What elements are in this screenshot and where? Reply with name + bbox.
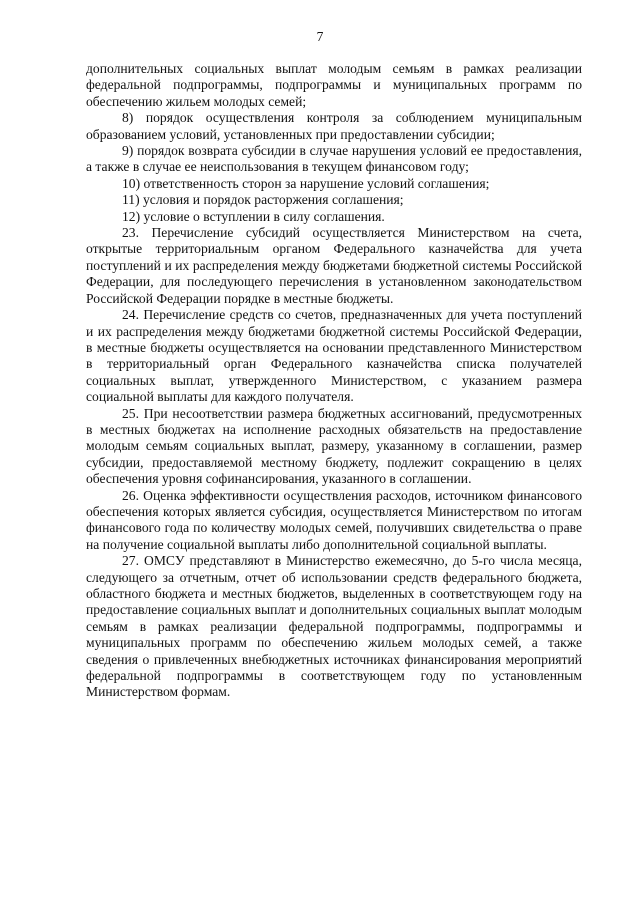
paragraph-section-27: 27. ОМСУ представляют в Министерство ежемесячно, до 5-го числа месяца, следующего за отчетным, отчет об использовании средств федерального бюджета, областного бюджета и местных бюджетов, выделенных в соответствующем году на предоставление социальных выплат и дополнительных социальных выплат молодым семьям в рамках реализации федеральной подпрограммы, подпрограммы и муниципальных программ по обеспечению жильем молодых семей, а также сведения о привлеченных внебюджетных источниках финансирования мероприятий федеральной подпрограммы в соответствующем году по установленным Министерством формам. bbox=[86, 553, 582, 700]
paragraph-section-24: 24. Перечисление средств со счетов, предназначенных для учета поступлений и их распределения между бюджетами бюджетной системы Российской Федерации, в местные бюджеты осуществляется на основании представленного Министерством в территориальный орган Федерального казначейства списка получателей социальных выплат, утвержденного Министерством, с указанием размера социальной выплаты для каждого получателя. bbox=[86, 307, 582, 405]
paragraph-item-10: 10) ответственность сторон за нарушение условий соглашения; bbox=[122, 175, 490, 191]
paragraph-item-12: 12) условие о вступлении в силу соглашения. bbox=[122, 208, 385, 224]
paragraph-continuation: дополнительных социальных выплат молодым семьям в рамках реализации федеральной подпрограммы, подпрограммы и муниципальных программ по обеспечению жильем молодых семей; bbox=[86, 61, 582, 109]
paragraph-section-25: 25. При несоответствии размера бюджетных ассигнований, предусмотренных в местных бюджетах на исполнение расходных обязательств на предоставление молодым семьям социальных выплат, размеру, указанному в соглашении, размер субсидии, предоставляемой местному бюджету, подлежит сокращению в целях обеспечения уровня софинансирования, указанного в соглашении. bbox=[86, 405, 582, 487]
paragraph-item-9: 9) порядок возврата субсидии в случае нарушения условий ее предоставления, а также в случае ее неиспользования в текущем финансовом году; bbox=[86, 143, 582, 175]
paragraph-item-8: 8) порядок осуществления контроля за соблюдением муниципальным образованием условий, установленных при предоставлении субсидии; bbox=[86, 110, 582, 142]
paragraph-section-26: 26. Оценка эффективности осуществления расходов, источником финансового обеспечения которых является субсидия, осуществляется Министерством по итогам финансового года по количеству молодых семей, получивших свидетельства о праве на получение социальной выплаты либо дополнительной социальной выплаты. bbox=[86, 487, 582, 552]
paragraph-section-23: 23. Перечисление субсидий осуществляется Министерством на счета, открытые территориальным органом Федерального казначейства для учета поступлений и их распределения между бюджетами бюджетной системы Российской Федерации, для последующего перечисления в установленном законодательством Российской Федерации порядке в местные бюджеты. bbox=[86, 225, 582, 306]
document-body bbox=[86, 61, 582, 701]
paragraph-item-11: 11) условия и порядок расторжения соглашения; bbox=[122, 192, 404, 208]
page-number: 7 bbox=[316, 29, 324, 44]
